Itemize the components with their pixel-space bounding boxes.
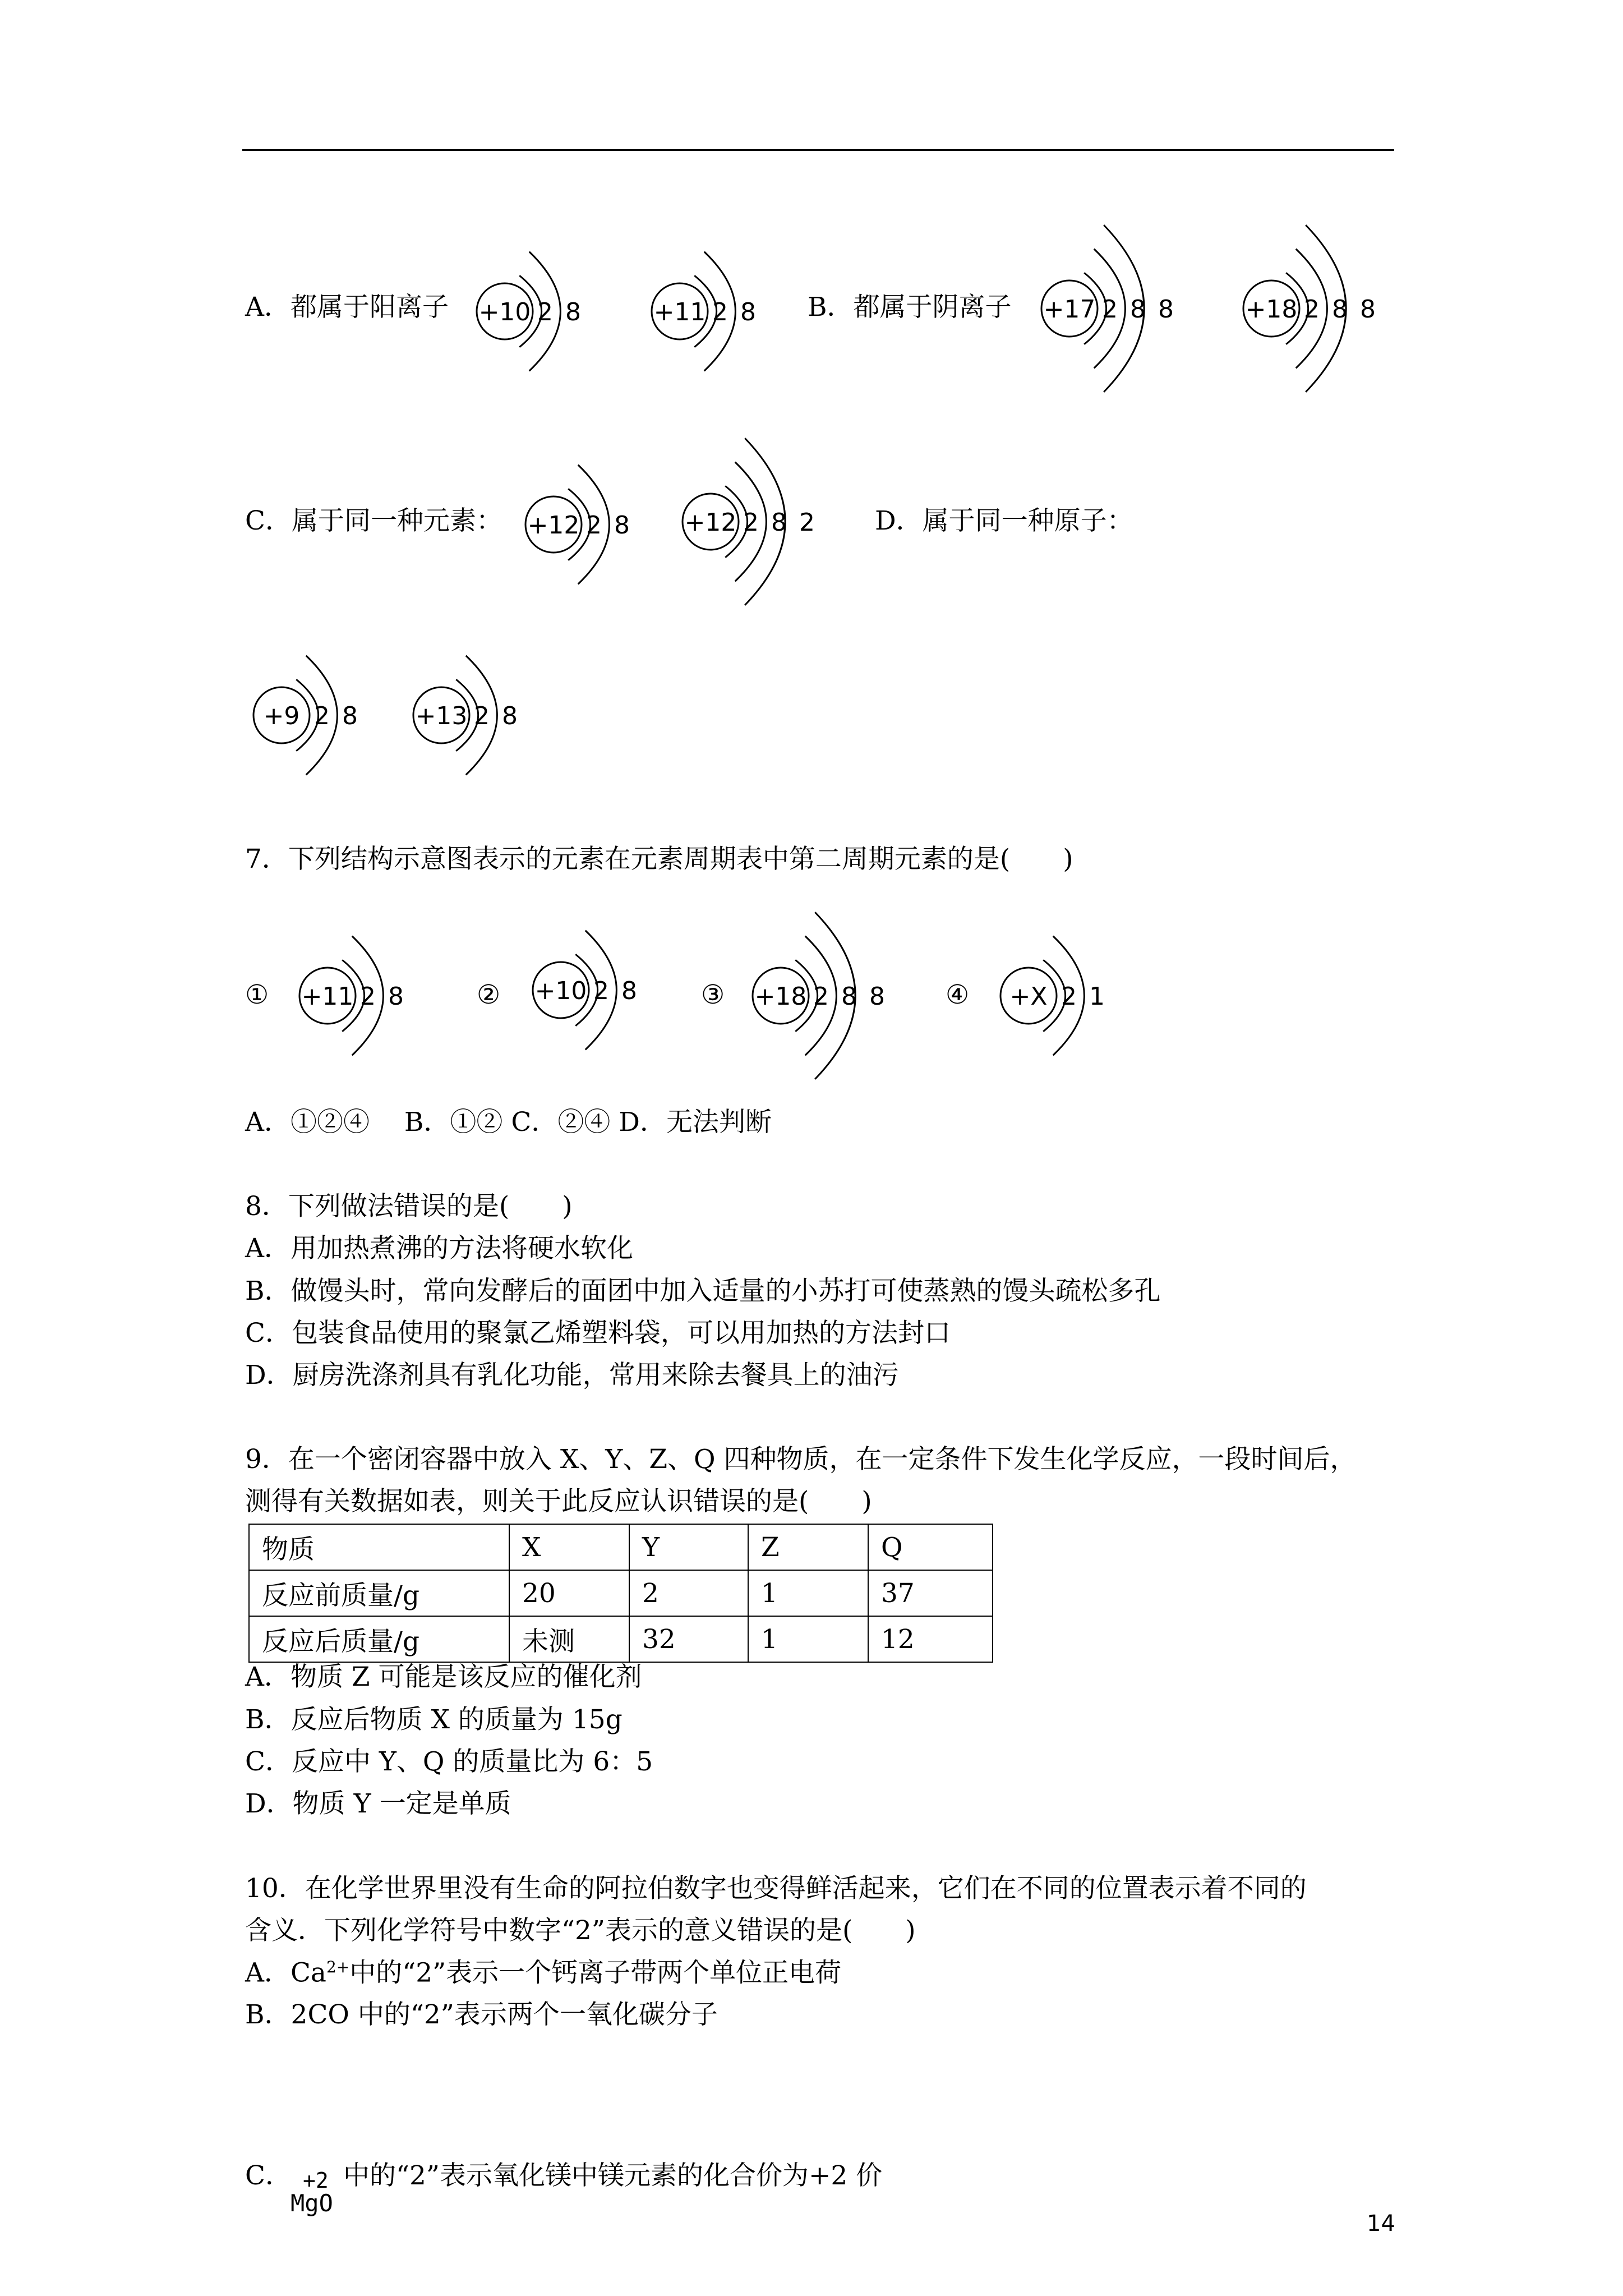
shell-electron-count: 8 <box>1130 295 1146 324</box>
q8-option-b: B．做馒头时，常向发酵后的面团中加入适量的小苏打可使蒸熟的馒头疏松多孔 <box>245 1276 1161 1306</box>
table-cell: 反应前质量/g <box>249 1570 509 1616</box>
shell-electron-count: 2 <box>1304 295 1320 324</box>
q10-option-a-text: 中的“2”表示一个钙离子带两个单位正电荷 <box>349 1957 842 1989</box>
q7-stem: 7．下列结构示意图表示的元素在元素周期表中第二周期元素的是( ) <box>245 844 1073 875</box>
shell-electron-count: 2 <box>712 298 728 326</box>
q7-options: A．①②④ B．①② C．②④ D．无法判断 <box>245 1107 772 1138</box>
nucleus-charge: +18 <box>754 982 807 1011</box>
q9-option-b: B．反应后物质 X 的质量为 15g <box>245 1704 623 1735</box>
shell-electron-count: 8 <box>502 702 518 730</box>
nucleus-charge: +17 <box>1043 295 1096 324</box>
table-cell: 20 <box>509 1570 629 1616</box>
atom-diagram-a2 <box>645 247 791 376</box>
table-cell: 1 <box>748 1616 868 1662</box>
q10-stem-line1: 10．在化学世界里没有生命的阿拉伯数字也变得鲜活起来，它们在不同的位置表示着不同的 <box>245 1873 1307 1904</box>
q7-label-1: ① <box>245 979 269 1010</box>
shell-electron-count: 8 <box>614 511 630 540</box>
q7-label-2: ② <box>477 979 501 1010</box>
table-cell: Z <box>748 1524 868 1570</box>
nucleus-charge: +11 <box>653 298 706 326</box>
shell-electron-count: 2 <box>586 511 602 540</box>
mgo-formula <box>291 2168 347 2217</box>
table-cell: 37 <box>868 1570 993 1616</box>
atom-diagram-s1 <box>293 931 439 1060</box>
shell-electron-count: 8 <box>565 298 581 326</box>
nucleus-charge: +12 <box>527 511 580 540</box>
shell-electron-count: 8 <box>1158 295 1174 324</box>
q9-option-a: A．物质 Z 可能是该反应的催化剂 <box>245 1662 642 1692</box>
shell-electron-count: 8 <box>740 298 756 326</box>
atom-diagram-c2 <box>676 426 861 617</box>
q8-stem: 8．下列做法错误的是( ) <box>245 1191 573 1222</box>
shell-electron-count: 8 <box>869 982 885 1011</box>
nucleus-charge: +11 <box>301 982 354 1011</box>
table-cell: 物质 <box>249 1524 509 1570</box>
atom-diagram-s4 <box>994 931 1140 1060</box>
shell-electron-count: 8 <box>342 702 358 730</box>
q6-option-d: D．属于同一种原子： <box>875 505 1133 536</box>
table-cell: X <box>509 1524 629 1570</box>
q8-option-d: D．厨房洗涤剂具有乳化功能，常用来除去餐具上的油污 <box>245 1360 899 1391</box>
table-cell: 2 <box>629 1570 748 1616</box>
shell-electron-count: 8 <box>388 982 404 1011</box>
table-cell: 12 <box>868 1616 993 1662</box>
shell-electron-count: 8 <box>771 508 787 537</box>
atom-diagram-s2 <box>526 926 672 1055</box>
table-cell: Q <box>868 1524 993 1570</box>
q10-option-c-text: 中的“2”表示氧化镁中镁元素的化合价为+2 价 <box>343 2160 883 2191</box>
valence-label: +2 <box>303 2168 329 2193</box>
shell-electron-count: 8 <box>1332 295 1348 324</box>
table-row <box>249 1570 993 1616</box>
shell-electron-count: 2 <box>813 982 829 1011</box>
header-rule <box>242 149 1394 151</box>
q6-option-a: A．都属于阳离子 <box>245 292 449 323</box>
shell-electron-count: 2 <box>593 977 609 1005</box>
atom-diagram-a1 <box>470 247 616 376</box>
q9-stem-line2: 测得有关数据如表，则关于此反应认识错误的是( ) <box>245 1486 872 1517</box>
atom-diagram-s3 <box>746 903 931 1088</box>
atom-diagram-b1 <box>1035 216 1220 401</box>
shell-electron-count: 8 <box>841 982 857 1011</box>
shell-electron-count: 2 <box>1102 295 1118 324</box>
shell-electron-count: 2 <box>537 298 553 326</box>
table-cell: 1 <box>748 1570 868 1616</box>
q10-option-c-prefix: C． <box>245 2160 292 2191</box>
q8-option-c: C．包装食品使用的聚氯乙烯塑料袋，可以用加热的方法封口 <box>245 1318 951 1349</box>
table-cell: 反应后质量/g <box>249 1616 509 1662</box>
q10-stem-line2: 含义．下列化学符号中数字“2”表示的意义错误的是( ) <box>245 1915 916 1946</box>
table-cell: Y <box>629 1524 748 1570</box>
atom-diagram-c1 <box>519 460 665 589</box>
nucleus-charge: +12 <box>684 508 737 537</box>
q9-stem-line1: 9．在一个密闭容器中放入 X、Y、Z、Q 四种物质，在一定条件下发生化学反应，一段时间后， <box>245 1444 1357 1475</box>
q6-option-b: B．都属于阴离子 <box>808 292 1012 323</box>
q9-data-table <box>248 1524 993 1663</box>
q9-option-d: D．物质 Y 一定是单质 <box>245 1788 511 1819</box>
table-row <box>249 1616 993 1662</box>
atom-diagram-d1 <box>247 651 393 780</box>
shell-electron-count: 2 <box>1061 982 1077 1011</box>
q7-label-3: ③ <box>701 979 725 1010</box>
q8-option-a: A．用加热煮沸的方法将硬水软化 <box>245 1233 633 1264</box>
shell-electron-count: 2 <box>360 982 376 1011</box>
nucleus-charge: +X <box>1009 982 1048 1011</box>
nucleus-charge: +9 <box>263 702 300 730</box>
shell-electron-count: 2 <box>743 508 759 537</box>
q6-option-c: C．属于同一种元素： <box>245 505 502 536</box>
shell-electron-count: 2 <box>474 702 490 730</box>
atom-diagram-d2 <box>407 651 552 780</box>
formula-label: MgO <box>291 2189 333 2217</box>
nucleus-charge: +10 <box>534 977 587 1005</box>
shell-electron-count: 8 <box>621 977 637 1005</box>
q7-label-4: ④ <box>946 979 970 1010</box>
shell-electron-count: 1 <box>1089 982 1105 1011</box>
charge-superscript: 2+ <box>326 1958 350 1976</box>
nucleus-charge: +18 <box>1245 295 1298 324</box>
atom-diagram-b2 <box>1237 216 1422 401</box>
table-cell: 未测 <box>509 1616 629 1662</box>
q10-option-a <box>245 1957 842 1989</box>
shell-electron-count: 2 <box>799 508 815 537</box>
page-number: 14 <box>1367 2211 1395 2237</box>
q10-option-a-prefix: A．Ca <box>245 1957 326 1989</box>
q9-option-c: C．反应中 Y、Q 的质量比为 6：5 <box>245 1746 653 1777</box>
shell-electron-count: 2 <box>314 702 330 730</box>
table-cell: 32 <box>629 1616 748 1662</box>
shell-electron-count: 8 <box>1360 295 1376 324</box>
table-header-row <box>249 1524 993 1570</box>
nucleus-charge: +13 <box>415 702 468 730</box>
q10-option-b: B．2CO 中的“2”表示两个一氧化碳分子 <box>245 1999 718 2030</box>
nucleus-charge: +10 <box>478 298 531 326</box>
